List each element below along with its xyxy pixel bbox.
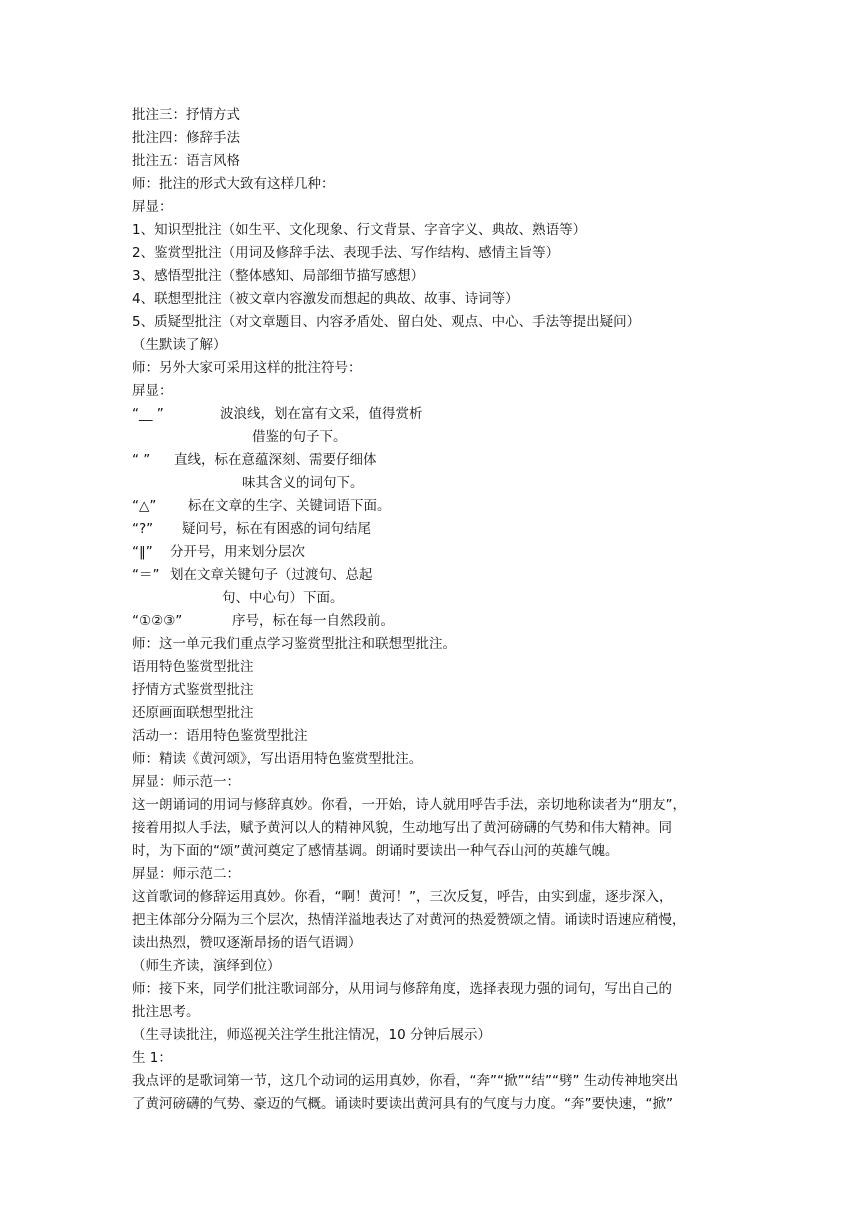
- text-line: 语用特色鉴赏型批注: [132, 659, 254, 675]
- intro-section: [132, 104, 732, 403]
- symbol-row-question: [132, 518, 732, 541]
- paragraph-line: 读出热烈，赞叹逐渐昂扬的语气语调）: [132, 935, 362, 951]
- symbol-desc: 标在文章的生字、关键词语下面。: [188, 498, 391, 514]
- symbol-row-line: [132, 449, 732, 472]
- student-paragraph: [132, 1070, 732, 1116]
- text-line: （师生齐读，演绎到位）: [132, 958, 281, 974]
- symbol-row-triangle: [132, 495, 732, 518]
- paragraph-line: 把主体部分分隔为三个层次，热情洋溢地表达了对黄河的热爱赞颂之情。诵读时语速应稍慢，: [132, 912, 686, 928]
- demo-paragraph-1: [132, 794, 732, 863]
- symbol-desc: 直线，标在意蕴深刻、需要仔细体: [174, 452, 377, 468]
- symbol-mark: “‖”: [132, 544, 153, 560]
- symbol-mark: “?”: [132, 521, 154, 537]
- paragraph-line: 时，为下面的“颂”黄河奠定了感情基调。朗诵时要读出一种气吞山河的英雄气魄。: [132, 843, 619, 859]
- unit-focus-section: [132, 633, 732, 794]
- text-line: 还原画面联想型批注: [132, 705, 254, 721]
- symbol-desc: 划在文章关键句子（过渡句、总起: [170, 567, 373, 583]
- list-item: 5、质疑型批注（对文章题目、内容矛盾处、留白处、观点、中心、手法等提出疑问）: [132, 314, 641, 330]
- text-line: 师：这一单元我们重点学习鉴赏型批注和联想型批注。: [132, 636, 456, 652]
- symbol-desc: 疑问号，标在有困惑的词句结尾: [182, 521, 371, 537]
- text-line: 屏显：师示范一：: [132, 774, 240, 790]
- symbol-mark: “__ ”: [132, 406, 164, 422]
- symbol-list: [132, 403, 732, 633]
- list-item: 1、知识型批注（如生平、文化现象、行文背景、字音字义、典故、熟语等）: [132, 222, 587, 238]
- symbol-row-numbering: [132, 610, 732, 633]
- list-item: 2、鉴赏型批注（用词及修辞手法、表现手法、写作结构、感情主旨等）: [132, 245, 560, 261]
- symbol-desc: 分开号，用来划分层次: [170, 544, 305, 560]
- text-line: 师：精读《黄河颂》，写出语用特色鉴赏型批注。: [132, 751, 423, 767]
- text-line: （生寻读批注，师巡视关注学生批注情况，10 分钟后展示）: [132, 1027, 491, 1043]
- activity-heading: 活动一：语用特色鉴赏型批注: [132, 728, 308, 744]
- symbol-desc: 序号，标在每一自然段前。: [232, 613, 394, 629]
- symbol-desc-continued: 味其含义的词句下。: [242, 475, 364, 491]
- student-section: [132, 955, 732, 1070]
- text-line: 师：另外大家可采用这样的批注符号：: [132, 360, 362, 376]
- symbol-desc: 波浪线，划在富有文采，值得赏析: [220, 406, 423, 422]
- symbol-row-double-line: [132, 564, 732, 587]
- paragraph-line: 我点评的是歌词第一节，这几个动词的运用真妙，你看，“奔”“掀”“结”“劈” 生动传神地突出: [132, 1073, 679, 1089]
- symbol-desc-continued: 句、中心句）下面。: [222, 590, 344, 606]
- text-line: （生默读了解）: [132, 337, 227, 353]
- symbol-desc-continued: 借鉴的句子下。: [252, 429, 347, 445]
- list-item: 4、联想型批注（被文章内容激发而想起的典故、故事、诗词等）: [132, 291, 519, 307]
- text-line: 屏显：: [132, 383, 173, 399]
- text-line: 抒情方式鉴赏型批注: [132, 682, 254, 698]
- text-line: 屏显：: [132, 199, 173, 215]
- text-line: 师：接下来，同学们批注歌词部分，从用词与修辞角度，选择表现力强的词句，写出自己的: [132, 981, 672, 997]
- text-line: 批注思考。: [132, 1004, 200, 1020]
- text-line: 师：批注的形式大致有这样几种：: [132, 176, 335, 192]
- symbol-mark: “ ”: [132, 452, 151, 468]
- paragraph-line: 这首歌词的修辞运用真妙。你看，“啊！黄河！”，三次反复，呼告，由实到虚，逐步深入，: [132, 889, 673, 905]
- text-line: 生 1：: [132, 1050, 172, 1066]
- paragraph-line: 了黄河磅礴的气势、豪迈的气概。诵读时要读出黄河具有的气度与力度。“奔”要快速，“掀”: [132, 1096, 673, 1112]
- paragraph-line: 接着用拟人手法，赋予黄河以人的精神风貌，生动地写出了黄河磅礴的气势和伟大精神。同: [132, 820, 672, 836]
- symbol-row-wave: [132, 403, 732, 426]
- text-line: 批注四：修辞手法: [132, 130, 240, 146]
- demo-paragraph-2: [132, 886, 732, 955]
- text-line: 批注三：抒情方式: [132, 107, 240, 123]
- text-line: 屏显：师示范二：: [132, 866, 240, 882]
- document-page: [132, 104, 732, 1116]
- symbol-mark: “①②③”: [132, 613, 183, 629]
- text-line: 批注五：语言风格: [132, 153, 240, 169]
- symbol-mark: “△”: [132, 498, 157, 514]
- symbol-row-separator: [132, 541, 732, 564]
- list-item: 3、感悟型批注（整体感知、局部细节描写感想）: [132, 268, 425, 284]
- symbol-mark: “＝”: [132, 567, 160, 583]
- paragraph-line: 这一朗诵词的用词与修辞真妙。你看，一开始，诗人就用呼告手法，亲切地称读者为“朋友”，: [132, 797, 686, 813]
